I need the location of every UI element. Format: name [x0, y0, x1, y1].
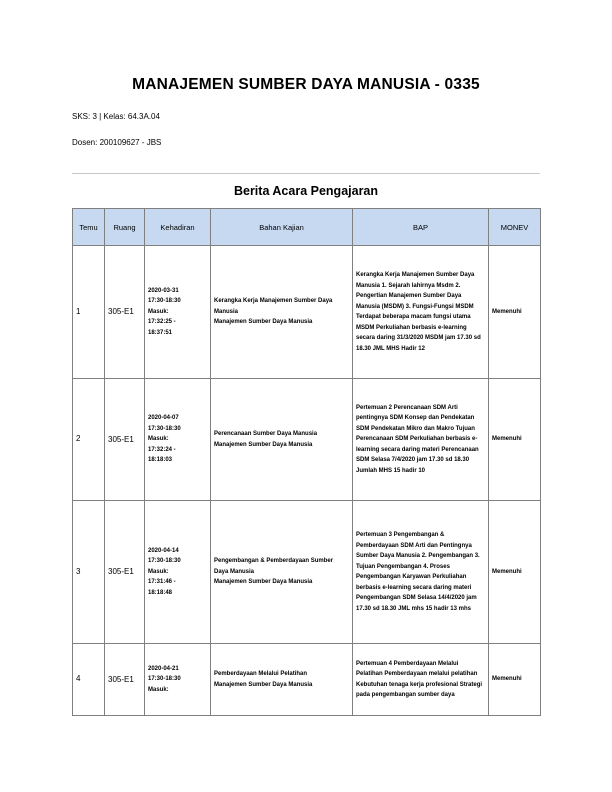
- header-ruang: Ruang: [105, 209, 145, 246]
- kehadiran-time: 17:30-18:30: [148, 425, 181, 432]
- kehadiran-label: Masuk:: [148, 568, 169, 575]
- bap-cell: Pertemuan 2 Perencanaan SDM Arti pentingnya SDM Konsep dan Pendekatan SDM Pendekatan Mikro dan Makro Tujuan Perencanaan SDM Perkuliahan berbasis e-learning secara daring materi Perencanaan SDM Selasa 7/4/2020 jam 17.30 sd 18.30 Jumlah MHS 15 hadir 10: [353, 379, 489, 501]
- kehadiran-label: Masuk:: [148, 308, 169, 315]
- table-row: [73, 644, 541, 716]
- document-title: MANAJEMEN SUMBER DAYA MANUSIA - 0335: [132, 76, 480, 93]
- kehadiran-date: 2020-04-14: [148, 547, 179, 554]
- bahan-course: Manajemen Sumber Daya Manusia: [214, 579, 313, 586]
- header-bahan-kajian: Bahan Kajian: [211, 209, 353, 246]
- monev-cell: Memenuhi: [489, 501, 541, 644]
- kehadiran-label: Masuk:: [148, 436, 169, 443]
- kehadiran-in: 17:32:25 -: [148, 319, 176, 326]
- kehadiran-date: 2020-03-31: [148, 287, 179, 294]
- kehadiran-date: 2020-04-21: [148, 665, 179, 672]
- header-bap: BAP: [353, 209, 489, 246]
- bap-cell: Kerangka Kerja Manajemen Sumber Daya Manusia 1. Sejarah lahirnya Msdm 2. Pengertian Manajemen Sumber Daya Manusia (MSDM) 3. Fungsi-Fungsi MSDM Terdapat beberapa macam fungsi utama MSDM Perkuliahan berbasis e-learning secara daring 31/3/2020 MSDM jam 17.30 sd 18.30 JML MHS Hadir 12: [353, 246, 489, 379]
- kehadiran-out: 18:18:48: [148, 589, 173, 596]
- table-row: [73, 246, 541, 379]
- ruang-cell: 305-E1: [105, 246, 145, 379]
- kehadiran-out: 18:37:51: [148, 329, 173, 336]
- kehadiran-date: 2020-04-07: [148, 415, 179, 422]
- bahan-topic: Kerangka Kerja Manajemen Sumber Daya Manusia: [214, 298, 333, 315]
- ruang-cell: 305-E1: [105, 379, 145, 501]
- kehadiran-label: Masuk:: [148, 686, 169, 693]
- bahan-topic: Pengembangan & Pemberdayaan Sumber Daya Manusia: [214, 558, 334, 575]
- bahan-kajian-cell: [211, 501, 353, 644]
- kehadiran-cell: [145, 644, 211, 716]
- bahan-kajian-cell: [211, 644, 353, 716]
- kehadiran-in: 17:32:24 -: [148, 446, 176, 453]
- monev-cell: Memenuhi: [489, 644, 541, 716]
- kehadiran-cell: [145, 246, 211, 379]
- bahan-course: Manajemen Sumber Daya Manusia: [214, 319, 313, 326]
- table-row: [73, 501, 541, 644]
- temu-cell: 4: [73, 644, 105, 716]
- ruang-cell: 305-E1: [105, 644, 145, 716]
- sks-kelas-line: SKS: 3 | Kelas: 64.3A.04: [72, 112, 160, 121]
- temu-cell: 1: [73, 246, 105, 379]
- bahan-topic: Perencanaan Sumber Daya Manusia: [214, 431, 318, 437]
- header-temu: Temu: [73, 209, 105, 246]
- bahan-kajian-cell: [211, 246, 353, 379]
- berita-acara-table: [72, 208, 541, 716]
- temu-cell: 2: [73, 379, 105, 501]
- kehadiran-time: 17:30-18:30: [148, 298, 181, 305]
- kehadiran-cell: [145, 379, 211, 501]
- bahan-topic: Pemberdayaan Melalui Pelatihan: [214, 671, 308, 677]
- kehadiran-time: 17:30-18:30: [148, 558, 181, 565]
- bahan-course: Manajemen Sumber Daya Manusia: [214, 441, 313, 448]
- bap-cell: Pertemuan 3 Pengembangan & Pemberdayaan SDM Arti dan Pentingnya Sumber Daya Manusia 2. Pengembangan 3. Tujuan Pengembangan 4. Proses Pengembangan Karyawan Perkuliahan berbasis e-learning secara daring materi Pengembangan SDM Selasa 14/4/2020 jam 17.30 sd 18.30 JML mhs 15 hadir 13 mhs: [353, 501, 489, 644]
- temu-cell: 3: [73, 501, 105, 644]
- kehadiran-cell: [145, 501, 211, 644]
- kehadiran-time: 17:30-18:30: [148, 676, 181, 683]
- bahan-kajian-cell: [211, 379, 353, 501]
- kehadiran-out: 18:18:03: [148, 457, 173, 464]
- divider: [72, 173, 540, 174]
- bahan-course: Manajemen Sumber Daya Manusia: [214, 681, 313, 688]
- bap-cell: Pertemuan 4 Pemberdayaan Melalui Pelatihan Pemberdayaan melalui pelatihan Kebutuhan tenaga kerja profesional Strategi pada pengembangan sumber daya: [353, 644, 489, 716]
- section-title: Berita Acara Pengajaran: [233, 184, 379, 198]
- monev-cell: Memenuhi: [489, 246, 541, 379]
- table-row: [73, 379, 541, 501]
- table-header-row: [73, 209, 541, 246]
- header-monev: MONEV: [489, 209, 541, 246]
- ruang-cell: 305-E1: [105, 501, 145, 644]
- dosen-line: Dosen: 200109627 - JBS: [72, 138, 162, 147]
- header-kehadiran: Kehadiran: [145, 209, 211, 246]
- monev-cell: Memenuhi: [489, 379, 541, 501]
- kehadiran-in: 17:31:46 -: [148, 579, 176, 586]
